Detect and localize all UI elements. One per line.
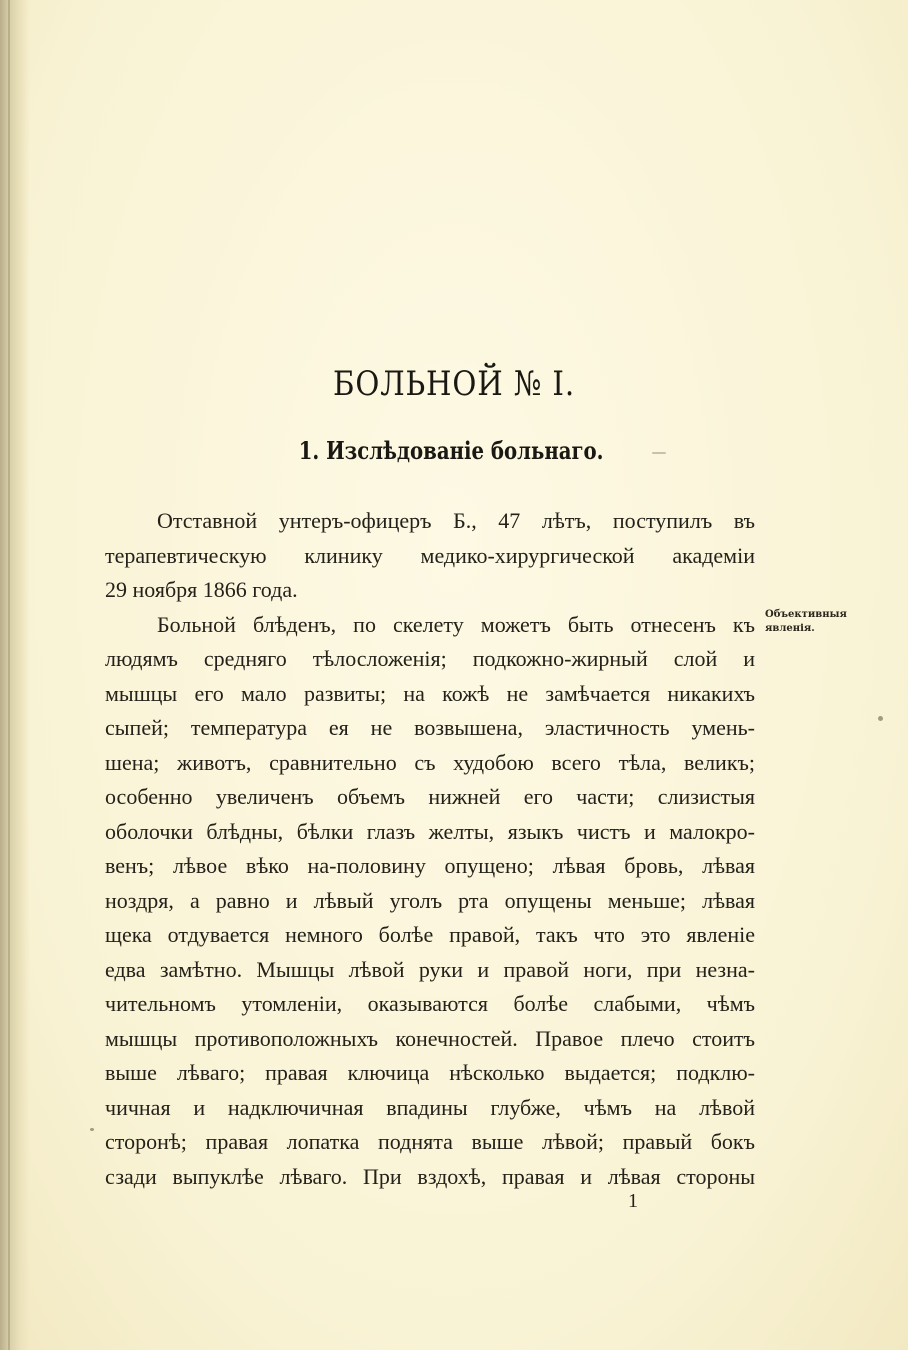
text-line: чительномъ утомленіи, оказываются болѣе слабыми, чѣмъ [105,991,755,1016]
section-title: 1. Изслѣдованіе больнаго. [298,436,604,465]
text-line: шена; животъ, сравнительно съ худобою всего тѣла, великъ; [105,749,755,775]
paper-speck [652,452,666,454]
text-line: людямъ средняго тѣлосложенія; подкожно-жирный слой и [105,646,755,671]
text-line: 29 ноября 1866 года. [105,577,298,602]
text-line: особенно увеличенъ объемъ нижней его части; слизистыя [105,784,755,809]
text-line: едва замѣтно. Мышцы лѣвой руки и правой ноги, при незна- [105,956,755,982]
text-line: Больной блѣденъ, по скелету можетъ быть отнесенъ къ [157,611,755,637]
body-text [105,504,755,1194]
margin-note [765,608,865,636]
gutter-line [8,0,10,1350]
text-line: чичная и надключичная впадины глубже, чѣмъ на лѣвой [105,1094,755,1120]
text-line: сыпей; температура ея не возвышена, эластичность умень- [105,715,755,740]
text-line: сзади выпуклѣе лѣваго. При вздохѣ, правая и лѣвая стороны [105,1163,755,1189]
text-line: оболочки блѣдны, бѣлки глазъ желты, языкъ чистъ и малокро- [105,818,755,844]
page-gutter [0,0,30,1350]
paper-speck [878,716,883,721]
page-number: 1 [628,1190,638,1212]
text-line: ноздря, а равно и лѣвый уголъ рта опущены меньше; лѣвая [105,887,755,913]
text-line: мышцы его мало развиты; на кожѣ не замѣчается никакихъ [105,680,755,706]
text-line: терапевтическую клинику медико-хирургической академіи [105,542,755,568]
margin-note-line: Объективныя [765,609,847,620]
chapter-title: БОЛЬНОЙ № I. [333,364,575,404]
text-line: сторонѣ; правая лопатка поднята выше лѣвой; правый бокъ [105,1129,755,1154]
text-line: выше лѣваго; правая ключица нѣсколько выдается; подклю- [105,1060,755,1085]
text-line: мышцы противоположныхъ конечностей. Правое плечо стоитъ [105,1025,755,1051]
text-line: щека отдувается немного болѣе правой, такъ что это явленіе [105,922,755,947]
text-line: венъ; лѣвое вѣко на-половину опущено; лѣвая бровь, лѣвая [105,853,755,878]
paper-speck [90,1128,94,1131]
text-line: Отставной унтеръ-офицеръ Б., 47 лѣтъ, поступилъ въ [157,508,755,533]
margin-note-line: явленія. [765,623,815,634]
